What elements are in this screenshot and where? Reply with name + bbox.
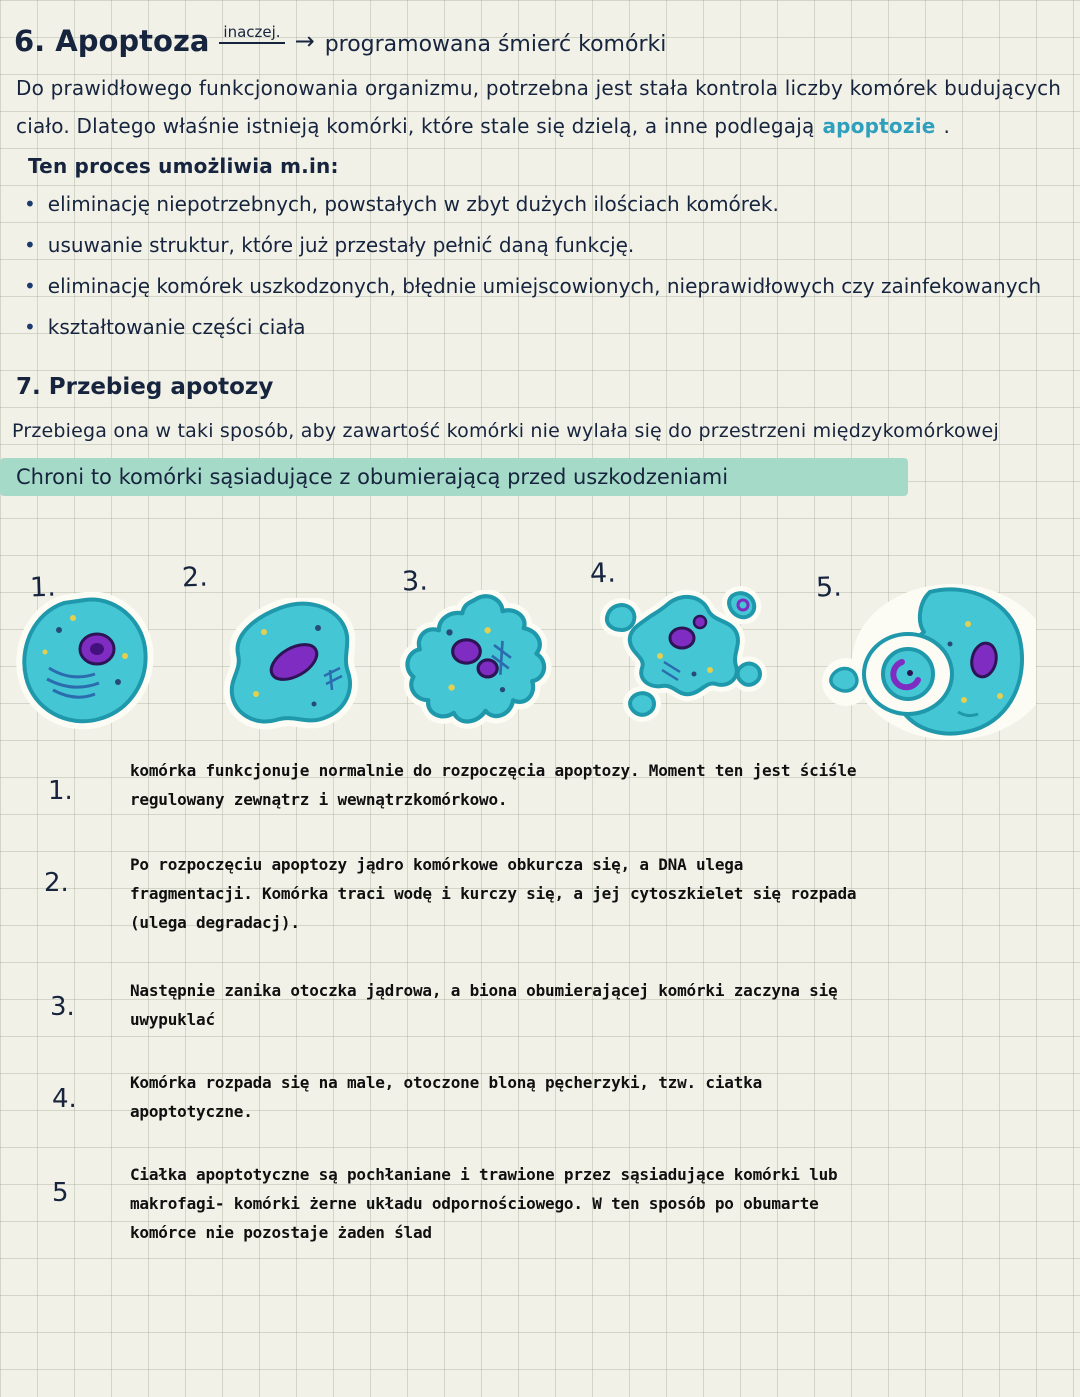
- step-line: uwypuklać: [130, 1010, 215, 1029]
- stage-label-1: 1.: [29, 571, 57, 604]
- step-row-5: [130, 1160, 837, 1247]
- apoptozie-term: apoptozie: [822, 114, 936, 138]
- bullet-list: [24, 192, 1041, 356]
- bullet-text: kształtowanie części ciała: [47, 315, 306, 339]
- section-7-line: Przebiega ona w taki sposób, aby zawartość komórki nie wylała się do przestrzeni międzykomórkowej: [12, 420, 999, 442]
- step-number-4: 4.: [52, 1084, 77, 1114]
- cell-stage-1-illustration: [15, 592, 155, 732]
- paragraph-line-2-post: .: [943, 114, 951, 138]
- paragraph-line-2: [16, 114, 950, 138]
- process-intro: Ten proces umożliwia m.in:: [28, 154, 339, 178]
- step-number-3: 3.: [50, 992, 75, 1022]
- bullet-item: [24, 274, 1041, 298]
- bullet-item: [24, 192, 1041, 216]
- bullet-text: usuwanie struktur, które już przestały pełnić daną funkcję.: [47, 233, 635, 257]
- stage-label-2: 2.: [181, 561, 209, 594]
- bullet-item: [24, 233, 1041, 257]
- bullet-text: eliminację komórek uszkodzonych, błędnie umiejscowionych, nieprawidłowych czy zainfekowanych: [47, 274, 1042, 298]
- stage-label-3: 3.: [401, 565, 429, 598]
- cell-stage-5-illustration: [818, 580, 1036, 744]
- step-line: (ulega degradacj).: [130, 913, 300, 932]
- paragraph-line-1: Do prawidłowego funkcjonowania organizmu, potrzebna jest stała kontrola liczby komórek budujących: [16, 76, 1062, 100]
- cell-stage-3-illustration: [396, 590, 556, 732]
- step-line: fragmentacji. Komórka traci wodę i kurczy się, a jej cytoszkielet się rozpada: [130, 884, 857, 903]
- step-line: komórce nie pozostaje żaden ślad: [130, 1223, 432, 1242]
- cell-stage-2-illustration: [218, 598, 368, 733]
- bullet-icon: •: [24, 274, 36, 298]
- step-line: Ciałka apoptotyczne są pochłaniane i trawione przez sąsiadujące komórki lub: [130, 1165, 838, 1184]
- bullet-icon: •: [24, 233, 36, 257]
- step-row-1: [130, 756, 856, 814]
- annotation-inaczej: inaczej.: [219, 23, 284, 44]
- step-line: regulowany zewnątrz i wewnątrzkomórkowo.: [130, 790, 508, 809]
- stage-label-5: 5.: [815, 571, 843, 604]
- section-6-title: 6. Apoptoza: [14, 24, 210, 58]
- section-6-subtitle: programowana śmierć komórki: [324, 32, 667, 57]
- step-line: Komórka rozpada się na male, otoczone bloną pęcherzyki, tzw. ciatka: [130, 1073, 762, 1092]
- arrow-icon: →: [294, 27, 315, 55]
- step-line: makrofagi- komórki żerne układu odpornościowego. W ten sposób po obumarte: [130, 1194, 819, 1213]
- paragraph-line-2-pre: ciało. Dlatego właśnie istnieją komórki, które stale się dzielą, a inne podlegają: [16, 114, 815, 138]
- step-number-1: 1.: [48, 776, 73, 806]
- step-number-5: 5: [52, 1178, 69, 1208]
- step-row-2: [130, 850, 856, 937]
- bullet-text: eliminację niepotrzebnych, powstałych w zbyt dużych ilościach komórek.: [47, 192, 779, 216]
- step-line: komórka funkcjonuje normalnie do rozpoczęcia apoptozy. Moment ten jest ściśle: [130, 761, 857, 780]
- cell-stage-4-illustration: [590, 578, 768, 723]
- stage-label-4: 4.: [589, 557, 617, 590]
- bullet-icon: •: [24, 192, 36, 216]
- section-6-heading: [14, 24, 666, 58]
- step-row-4: [130, 1068, 762, 1126]
- highlight-bar: [0, 458, 908, 496]
- section-7-title: 7. Przebieg apotozy: [16, 374, 274, 400]
- highlight-text: Chroni to komórki sąsiadujące z obumierającą przed uszkodzeniami: [16, 465, 729, 489]
- step-line: Następnie zanika otoczka jądrowa, a biona obumierającej komórki zaczyna się: [130, 981, 838, 1000]
- bullet-item: [24, 315, 1041, 339]
- step-line: apoptotyczne.: [130, 1102, 253, 1121]
- bullet-icon: •: [24, 315, 36, 339]
- step-number-2: 2.: [44, 868, 69, 898]
- step-row-3: [130, 976, 837, 1034]
- step-line: Po rozpoczęciu apoptozy jądro komórkowe obkurcza się, a DNA ulega: [130, 855, 744, 874]
